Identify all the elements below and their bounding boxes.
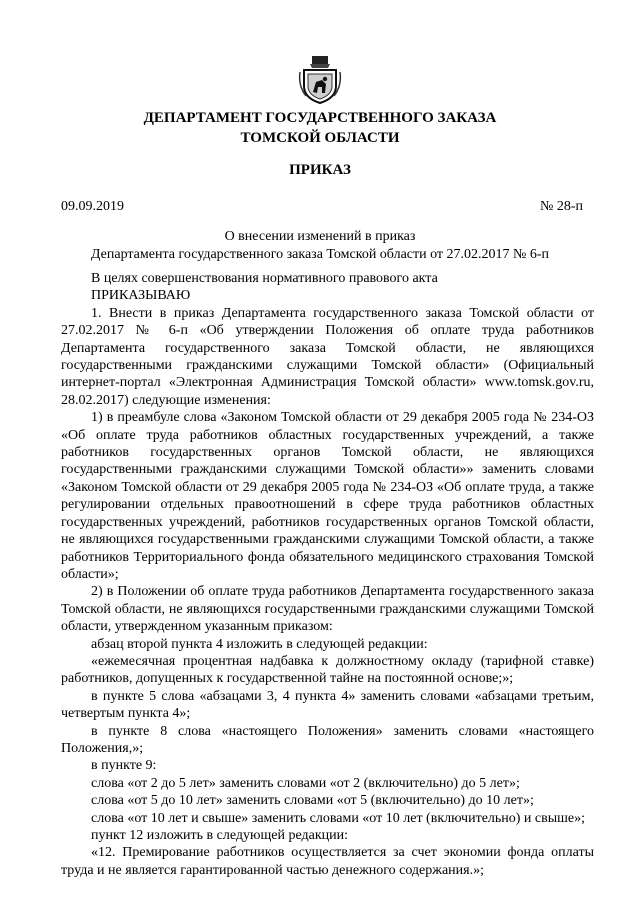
- paragraph-point-9-a: слова «от 2 до 5 лет» заменить словами «от 2 (включительно) до 5 лет»;: [91, 775, 520, 791]
- tomsk-coat-of-arms-icon: [298, 56, 342, 104]
- paragraph-point-9-b: слова «от 5 до 10 лет» заменить словами «от 5 (включительно) до 10 лет»;: [91, 793, 534, 809]
- department-name-line2: ТОМСКОЙ ОБЛАСТИ: [240, 130, 400, 146]
- paragraph-point-5: в пункте 5 слова «абзацами 3, 4 пункта 4» заменить словами «абзацами третьим, четвертым пункта 4»;: [61, 688, 594, 722]
- paragraph-order: ПРИКАЗЫВАЮ: [91, 288, 191, 304]
- paragraph-subitem-2: 2) в Положении об оплате труда работников Департамента государственного заказа Томской области, не являющихся государственными гражданскими служащими Томской области, утвержденном указанным приказом:: [61, 584, 594, 635]
- paragraph-point-8: в пункте 8 слова «настоящего Положения» заменить словами «настоящего Положения,»;: [61, 723, 594, 756]
- paragraph-point-9-c: слова «от 10 лет и свыше» заменить словами «от 10 лет (включительно) и свыше»;: [91, 810, 586, 826]
- paragraph-point-9: в пункте 9:: [91, 758, 157, 774]
- department-name-line1: ДЕПАРТАМЕНТ ГОСУДАРСТВЕННОГО ЗАКАЗА: [143, 110, 497, 126]
- paragraph-preamble: В целях совершенствования нормативного правового акта: [91, 271, 438, 286]
- document-number: № 28-п: [539, 199, 583, 214]
- paragraph-point-4-text: «ежемесячная процентная надбавка к должностному окладу (тарифной ставке) работников, допущенных к государственной тайне на постоянной основе;»;: [61, 653, 594, 687]
- paragraph-point-12-text: «12. Премирование работников осуществляется за счет экономии фонда оплаты труда и не является гарантированной частью денежного содержания.»;: [61, 845, 594, 878]
- paragraph-point-4: абзац второй пункта 4 изложить в следующей редакции:: [91, 636, 428, 652]
- document-title: ПРИКАЗ: [289, 162, 351, 178]
- document-date: 09.09.2019: [61, 199, 124, 214]
- document-subject-line1: О внесении изменений в приказ: [224, 229, 416, 244]
- paragraph-item-1: 1. Внести в приказ Департамента государственного заказа Томской области от 27.02.2017 № 6-п «Об утверждении Положения об оплате труда работников Департамента государственного заказа Томской области, не являющихся государственными гражданскими служащими Томской области» (Официальный интернет-портал «Электронная Администрация Томской области» www.tomsk.gov.ru, 28.02.2017) следующие изменения:: [61, 305, 594, 408]
- paragraph-subitem-1: 1) в преамбуле слова «Законом Томской области от 29 декабря 2005 года № 234-ОЗ «Об оплате труда работников областных государственных учреждений, а также работников государственных органов Томской области, не являющихся государственными гражданскими служащими Томской области»» заменить словами «Законом Томской области от 29 декабря 2005 года № 234-ОЗ «Об оплате труда, а также регулировании отдельных правоотношений в сфере труда работников областных государственных учреждений, работников государственных органов Томской области, не являющихся государственными гражданскими служащими Томской области, а также работников Территориального фонда обязательного медицинского страхования Томской области»;: [61, 410, 594, 582]
- paragraph-point-12: пункт 12 изложить в следующей редакции:: [91, 828, 348, 843]
- document-subject-line2: Департамента государственного заказа Томской области от 27.02.2017 № 6-п: [90, 247, 550, 262]
- document-body: [61, 270, 594, 879]
